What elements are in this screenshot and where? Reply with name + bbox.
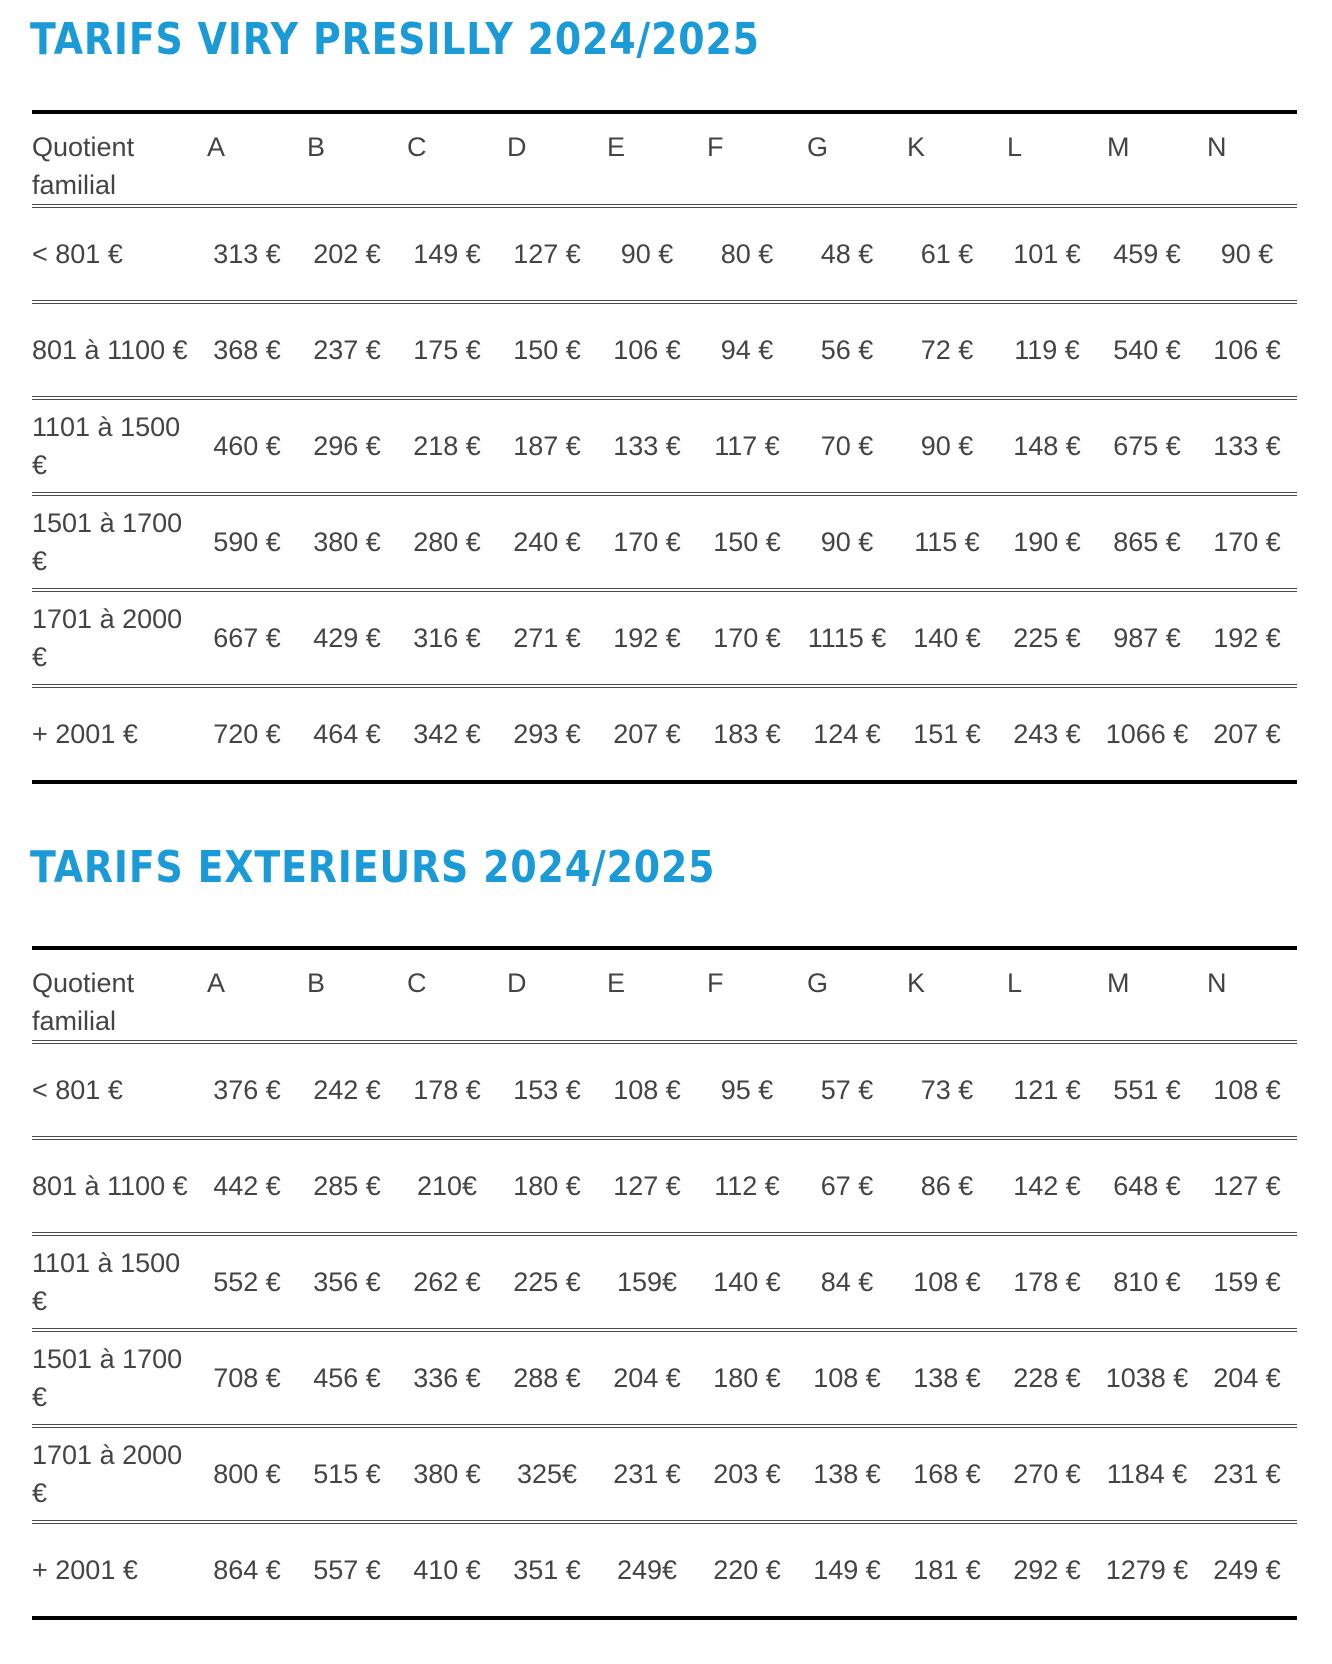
tariff-cell-l: 292 € bbox=[997, 1522, 1097, 1618]
tariff-cell-f: 220 € bbox=[697, 1522, 797, 1618]
tariff-cell-l: 270 € bbox=[997, 1426, 1097, 1522]
table-row bbox=[32, 206, 1297, 302]
tariff-cell-e: 204 € bbox=[597, 1330, 697, 1426]
tariff-cell-l: 101 € bbox=[997, 206, 1097, 302]
tariff-cell-e: 231 € bbox=[597, 1426, 697, 1522]
tariff-cell-l: 119 € bbox=[997, 302, 1097, 398]
tariff-cell-g: 48 € bbox=[797, 206, 897, 302]
tariff-cell-g: 90 € bbox=[797, 494, 897, 590]
table-row bbox=[32, 686, 1297, 782]
column-header-g: G bbox=[797, 948, 897, 1042]
column-header-k: K bbox=[897, 112, 997, 206]
tariff-cell-e: 133 € bbox=[597, 398, 697, 494]
column-header-c: C bbox=[397, 112, 497, 206]
column-header-d: D bbox=[497, 112, 597, 206]
tariff-cell-k: 61 € bbox=[897, 206, 997, 302]
tariff-cell-g: 57 € bbox=[797, 1042, 897, 1138]
tariff-cell-e: 108 € bbox=[597, 1042, 697, 1138]
tariff-cell-g: 84 € bbox=[797, 1234, 897, 1330]
tariff-cell-c: 175 € bbox=[397, 302, 497, 398]
column-header-a: A bbox=[197, 112, 297, 206]
tariff-cell-d: 150 € bbox=[497, 302, 597, 398]
tariff-cell-l: 225 € bbox=[997, 590, 1097, 686]
tariff-cell-f: 112 € bbox=[697, 1138, 797, 1234]
tariff-cell-l: 121 € bbox=[997, 1042, 1097, 1138]
tariff-cell-c: 336 € bbox=[397, 1330, 497, 1426]
column-header-a: A bbox=[197, 948, 297, 1042]
tariff-cell-b: 356 € bbox=[297, 1234, 397, 1330]
tariff-cell-c: 380 € bbox=[397, 1426, 497, 1522]
tariff-cell-c: 280 € bbox=[397, 494, 497, 590]
header-row bbox=[32, 112, 1297, 206]
tariff-cell-g: 138 € bbox=[797, 1426, 897, 1522]
tariff-cell-g: 56 € bbox=[797, 302, 897, 398]
tariff-cell-n: 249 € bbox=[1197, 1522, 1297, 1618]
table-row bbox=[32, 1330, 1297, 1426]
tariff-cell-f: 95 € bbox=[697, 1042, 797, 1138]
tariff-cell-c: 262 € bbox=[397, 1234, 497, 1330]
tariff-cell-a: 720 € bbox=[197, 686, 297, 782]
tariff-table-viry bbox=[32, 110, 1297, 784]
tariff-cell-d: 225 € bbox=[497, 1234, 597, 1330]
column-header-d: D bbox=[497, 948, 597, 1042]
tariff-cell-m: 675 € bbox=[1097, 398, 1197, 494]
tariff-cell-l: 178 € bbox=[997, 1234, 1097, 1330]
tariff-cell-a: 552 € bbox=[197, 1234, 297, 1330]
tariff-cell-g: 124 € bbox=[797, 686, 897, 782]
table-row bbox=[32, 1138, 1297, 1234]
tariff-cell-k: 168 € bbox=[897, 1426, 997, 1522]
tariff-cell-b: 242 € bbox=[297, 1042, 397, 1138]
tariff-cell-c: 410 € bbox=[397, 1522, 497, 1618]
column-header-g: G bbox=[797, 112, 897, 206]
quotient-range-label: 1501 à 1700 € bbox=[32, 494, 197, 590]
tariff-cell-m: 459 € bbox=[1097, 206, 1197, 302]
tariff-cell-b: 464 € bbox=[297, 686, 397, 782]
table-row bbox=[32, 1426, 1297, 1522]
section-title-viry: TARIFS VIRY PRESILLY 2024/2025 bbox=[30, 14, 760, 65]
tariff-cell-n: 207 € bbox=[1197, 686, 1297, 782]
tariff-cell-c: 178 € bbox=[397, 1042, 497, 1138]
column-header-l: L bbox=[997, 112, 1097, 206]
tariff-cell-f: 203 € bbox=[697, 1426, 797, 1522]
column-header-n: N bbox=[1197, 948, 1297, 1042]
tariff-cell-l: 228 € bbox=[997, 1330, 1097, 1426]
tariff-cell-c: 210€ bbox=[397, 1138, 497, 1234]
table-row bbox=[32, 1522, 1297, 1618]
column-header-m: M bbox=[1097, 112, 1197, 206]
table-row bbox=[32, 1234, 1297, 1330]
column-header-f: F bbox=[697, 112, 797, 206]
column-header-l: L bbox=[997, 948, 1097, 1042]
tariff-cell-b: 515 € bbox=[297, 1426, 397, 1522]
tariff-cell-g: 70 € bbox=[797, 398, 897, 494]
tariff-cell-l: 190 € bbox=[997, 494, 1097, 590]
table-row bbox=[32, 494, 1297, 590]
tariff-cell-d: 127 € bbox=[497, 206, 597, 302]
column-header-m: M bbox=[1097, 948, 1197, 1042]
tariff-cell-e: 106 € bbox=[597, 302, 697, 398]
tariff-cell-f: 150 € bbox=[697, 494, 797, 590]
column-header-e: E bbox=[597, 948, 697, 1042]
quotient-range-label: 1701 à 2000 € bbox=[32, 590, 197, 686]
table-row bbox=[32, 398, 1297, 494]
tariff-cell-k: 138 € bbox=[897, 1330, 997, 1426]
tariff-cell-e: 192 € bbox=[597, 590, 697, 686]
tariff-cell-f: 140 € bbox=[697, 1234, 797, 1330]
tariff-cell-d: 187 € bbox=[497, 398, 597, 494]
tariff-cell-n: 106 € bbox=[1197, 302, 1297, 398]
quotient-range-label: 801 à 1100 € bbox=[32, 1138, 197, 1234]
column-header-n: N bbox=[1197, 112, 1297, 206]
tariff-cell-k: 108 € bbox=[897, 1234, 997, 1330]
tariff-cell-d: 153 € bbox=[497, 1042, 597, 1138]
tariff-cell-e: 159€ bbox=[597, 1234, 697, 1330]
tariff-cell-g: 1115 € bbox=[797, 590, 897, 686]
quotient-range-label: 1701 à 2000 € bbox=[32, 1426, 197, 1522]
tariff-cell-f: 180 € bbox=[697, 1330, 797, 1426]
tariff-cell-d: 325€ bbox=[497, 1426, 597, 1522]
tariff-cell-c: 149 € bbox=[397, 206, 497, 302]
tariff-cell-m: 540 € bbox=[1097, 302, 1197, 398]
tariff-cell-d: 293 € bbox=[497, 686, 597, 782]
tariff-cell-d: 351 € bbox=[497, 1522, 597, 1618]
tariff-cell-d: 180 € bbox=[497, 1138, 597, 1234]
tariff-cell-k: 73 € bbox=[897, 1042, 997, 1138]
tariff-cell-g: 67 € bbox=[797, 1138, 897, 1234]
tariff-cell-a: 708 € bbox=[197, 1330, 297, 1426]
tariff-cell-b: 202 € bbox=[297, 206, 397, 302]
tariff-cell-a: 442 € bbox=[197, 1138, 297, 1234]
tariff-cell-a: 864 € bbox=[197, 1522, 297, 1618]
quotient-range-label: 801 à 1100 € bbox=[32, 302, 197, 398]
table-row bbox=[32, 1042, 1297, 1138]
tariff-cell-k: 181 € bbox=[897, 1522, 997, 1618]
column-header-b: B bbox=[297, 112, 397, 206]
tariff-cell-c: 342 € bbox=[397, 686, 497, 782]
tariff-cell-m: 1038 € bbox=[1097, 1330, 1197, 1426]
quotient-familial-header: Quotient familial bbox=[32, 948, 197, 1042]
tariff-cell-a: 376 € bbox=[197, 1042, 297, 1138]
tariff-cell-n: 108 € bbox=[1197, 1042, 1297, 1138]
tariff-cell-b: 456 € bbox=[297, 1330, 397, 1426]
tariff-cell-m: 1066 € bbox=[1097, 686, 1197, 782]
table-row bbox=[32, 590, 1297, 686]
quotient-range-label: + 2001 € bbox=[32, 1522, 197, 1618]
tariff-cell-l: 243 € bbox=[997, 686, 1097, 782]
table-row bbox=[32, 302, 1297, 398]
tariff-cell-g: 108 € bbox=[797, 1330, 897, 1426]
column-header-e: E bbox=[597, 112, 697, 206]
tariff-cell-d: 288 € bbox=[497, 1330, 597, 1426]
tariff-cell-k: 72 € bbox=[897, 302, 997, 398]
tariff-cell-e: 170 € bbox=[597, 494, 697, 590]
tariff-cell-a: 368 € bbox=[197, 302, 297, 398]
tariff-cell-b: 296 € bbox=[297, 398, 397, 494]
tariff-cell-m: 810 € bbox=[1097, 1234, 1197, 1330]
tariff-cell-e: 249€ bbox=[597, 1522, 697, 1618]
tariff-cell-a: 800 € bbox=[197, 1426, 297, 1522]
quotient-range-label: < 801 € bbox=[32, 206, 197, 302]
tariff-cell-k: 140 € bbox=[897, 590, 997, 686]
tariff-cell-a: 667 € bbox=[197, 590, 297, 686]
tariff-cell-l: 148 € bbox=[997, 398, 1097, 494]
tariff-cell-b: 380 € bbox=[297, 494, 397, 590]
tariff-cell-g: 149 € bbox=[797, 1522, 897, 1618]
tariff-cell-m: 987 € bbox=[1097, 590, 1197, 686]
column-header-b: B bbox=[297, 948, 397, 1042]
tariff-cell-k: 90 € bbox=[897, 398, 997, 494]
tariff-table-exterieurs bbox=[32, 946, 1297, 1620]
tariff-cell-c: 218 € bbox=[397, 398, 497, 494]
tariff-cell-n: 127 € bbox=[1197, 1138, 1297, 1234]
tariff-cell-f: 94 € bbox=[697, 302, 797, 398]
quotient-familial-header: Quotient familial bbox=[32, 112, 197, 206]
tariff-cell-e: 90 € bbox=[597, 206, 697, 302]
tariff-cell-e: 127 € bbox=[597, 1138, 697, 1234]
tariff-cell-n: 192 € bbox=[1197, 590, 1297, 686]
quotient-range-label: 1501 à 1700 € bbox=[32, 1330, 197, 1426]
tariff-cell-b: 557 € bbox=[297, 1522, 397, 1618]
tariff-cell-b: 285 € bbox=[297, 1138, 397, 1234]
tariff-cell-a: 460 € bbox=[197, 398, 297, 494]
tariff-cell-c: 316 € bbox=[397, 590, 497, 686]
tariff-cell-l: 142 € bbox=[997, 1138, 1097, 1234]
tariff-cell-k: 151 € bbox=[897, 686, 997, 782]
tariff-cell-k: 115 € bbox=[897, 494, 997, 590]
quotient-range-label: 1101 à 1500 € bbox=[32, 1234, 197, 1330]
tariff-cell-a: 590 € bbox=[197, 494, 297, 590]
tariff-cell-m: 865 € bbox=[1097, 494, 1197, 590]
tariff-cell-f: 183 € bbox=[697, 686, 797, 782]
column-header-c: C bbox=[397, 948, 497, 1042]
quotient-range-label: < 801 € bbox=[32, 1042, 197, 1138]
tariff-cell-d: 240 € bbox=[497, 494, 597, 590]
quotient-range-label: + 2001 € bbox=[32, 686, 197, 782]
tariff-cell-b: 429 € bbox=[297, 590, 397, 686]
column-header-f: F bbox=[697, 948, 797, 1042]
tariff-cell-a: 313 € bbox=[197, 206, 297, 302]
tariff-cell-m: 648 € bbox=[1097, 1138, 1197, 1234]
tariff-cell-n: 133 € bbox=[1197, 398, 1297, 494]
tariff-cell-m: 1184 € bbox=[1097, 1426, 1197, 1522]
tariff-cell-b: 237 € bbox=[297, 302, 397, 398]
tariff-cell-d: 271 € bbox=[497, 590, 597, 686]
column-header-k: K bbox=[897, 948, 997, 1042]
tariff-cell-f: 80 € bbox=[697, 206, 797, 302]
tariff-cell-f: 170 € bbox=[697, 590, 797, 686]
tariff-cell-n: 90 € bbox=[1197, 206, 1297, 302]
tariff-cell-k: 86 € bbox=[897, 1138, 997, 1234]
quotient-range-label: 1101 à 1500 € bbox=[32, 398, 197, 494]
tariff-cell-n: 170 € bbox=[1197, 494, 1297, 590]
tariff-cell-n: 231 € bbox=[1197, 1426, 1297, 1522]
tariff-cell-f: 117 € bbox=[697, 398, 797, 494]
tariff-cell-m: 551 € bbox=[1097, 1042, 1197, 1138]
tariff-cell-m: 1279 € bbox=[1097, 1522, 1197, 1618]
tariff-cell-e: 207 € bbox=[597, 686, 697, 782]
section-title-exterieurs: TARIFS EXTERIEURS 2024/2025 bbox=[30, 842, 716, 893]
tariff-cell-n: 204 € bbox=[1197, 1330, 1297, 1426]
tariff-cell-n: 159 € bbox=[1197, 1234, 1297, 1330]
header-row bbox=[32, 948, 1297, 1042]
